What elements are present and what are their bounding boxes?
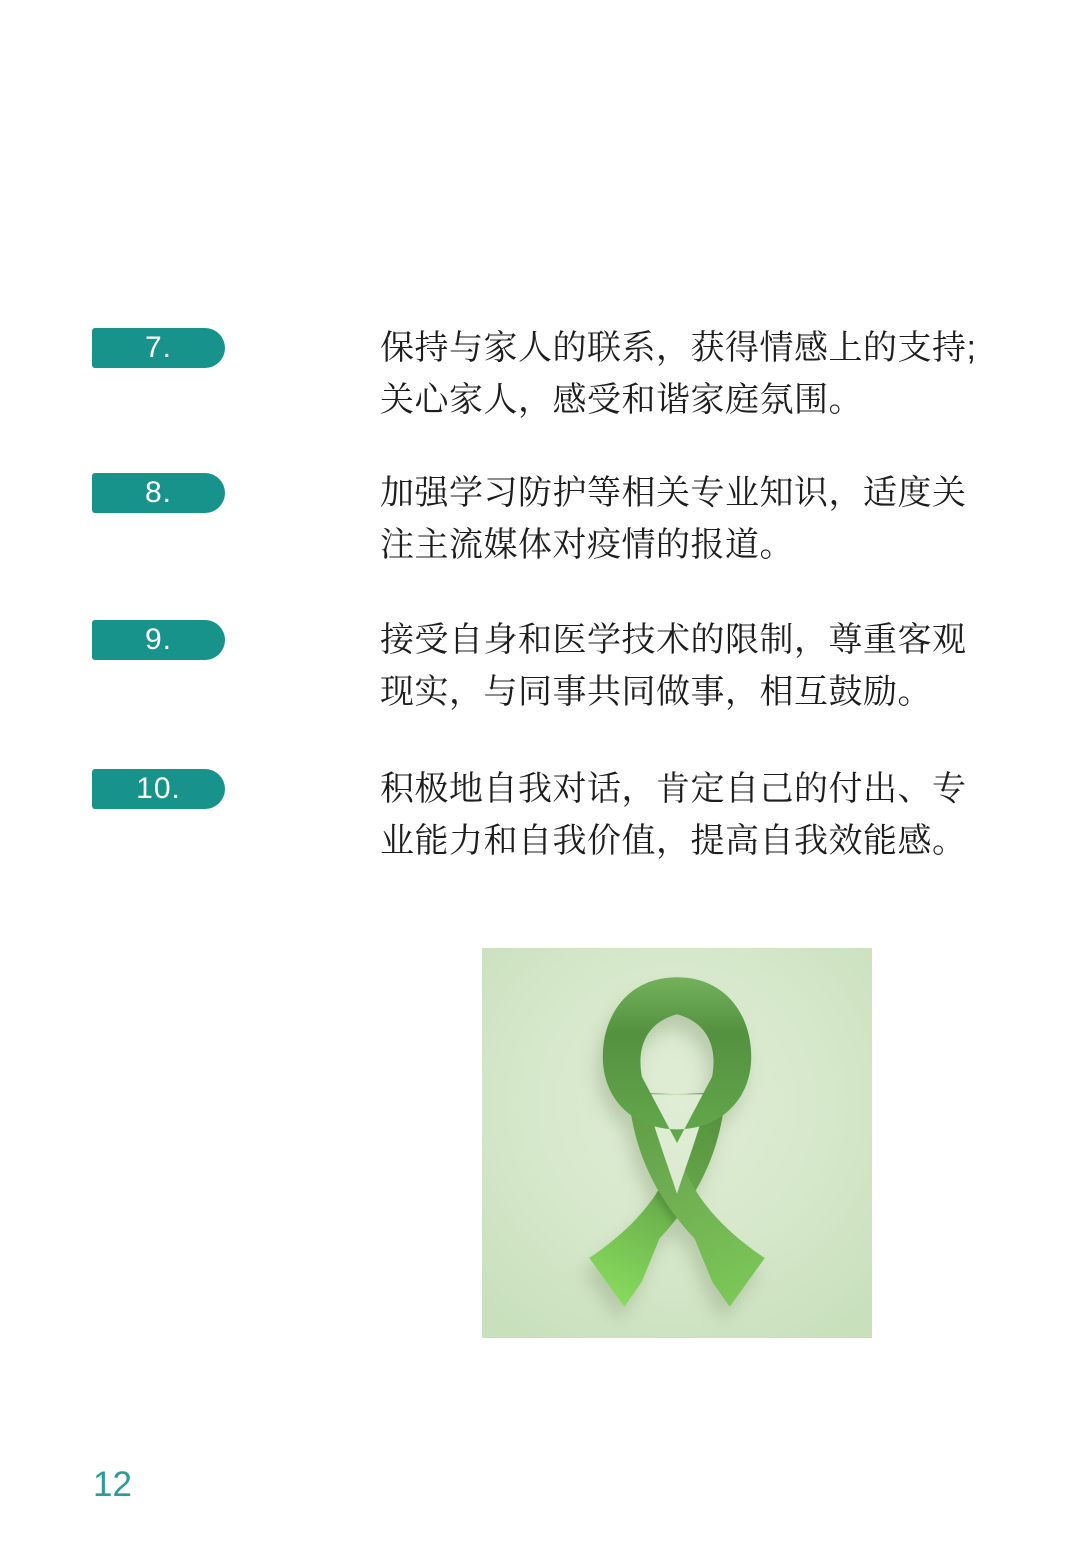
page-number: 12 bbox=[93, 1465, 132, 1504]
item-text bbox=[380, 614, 1020, 718]
item-text-line: 积极地自我对话，肯定自己的付出、专 bbox=[380, 770, 967, 808]
item-number-badge: 8. bbox=[92, 473, 225, 513]
item-text bbox=[380, 467, 1020, 571]
item-number-badge: 10. bbox=[92, 769, 225, 809]
item-text-line: 保持与家人的联系，获得情感上的支持; bbox=[380, 329, 977, 367]
item-text-line: 业能力和自我价值，提高自我效能感。 bbox=[380, 822, 967, 860]
ribbon-image bbox=[482, 948, 872, 1338]
item-text-line: 加强学习防护等相关专业知识，适度关 bbox=[380, 474, 967, 512]
item-text-line: 关心家人，感受和谐家庭氛围。 bbox=[380, 381, 863, 419]
item-text bbox=[380, 322, 1020, 426]
item-text-line: 现实，与同事共同做事，相互鼓励。 bbox=[380, 673, 932, 711]
item-number-badge: 7. bbox=[92, 328, 225, 368]
item-text-line: 接受自身和医学技术的限制，尊重客观 bbox=[380, 621, 967, 659]
item-text-line: 注主流媒体对疫情的报道。 bbox=[380, 526, 794, 564]
green-awareness-ribbon-icon bbox=[482, 948, 872, 1338]
item-text bbox=[380, 763, 1020, 867]
item-number-badge: 9. bbox=[92, 620, 225, 660]
